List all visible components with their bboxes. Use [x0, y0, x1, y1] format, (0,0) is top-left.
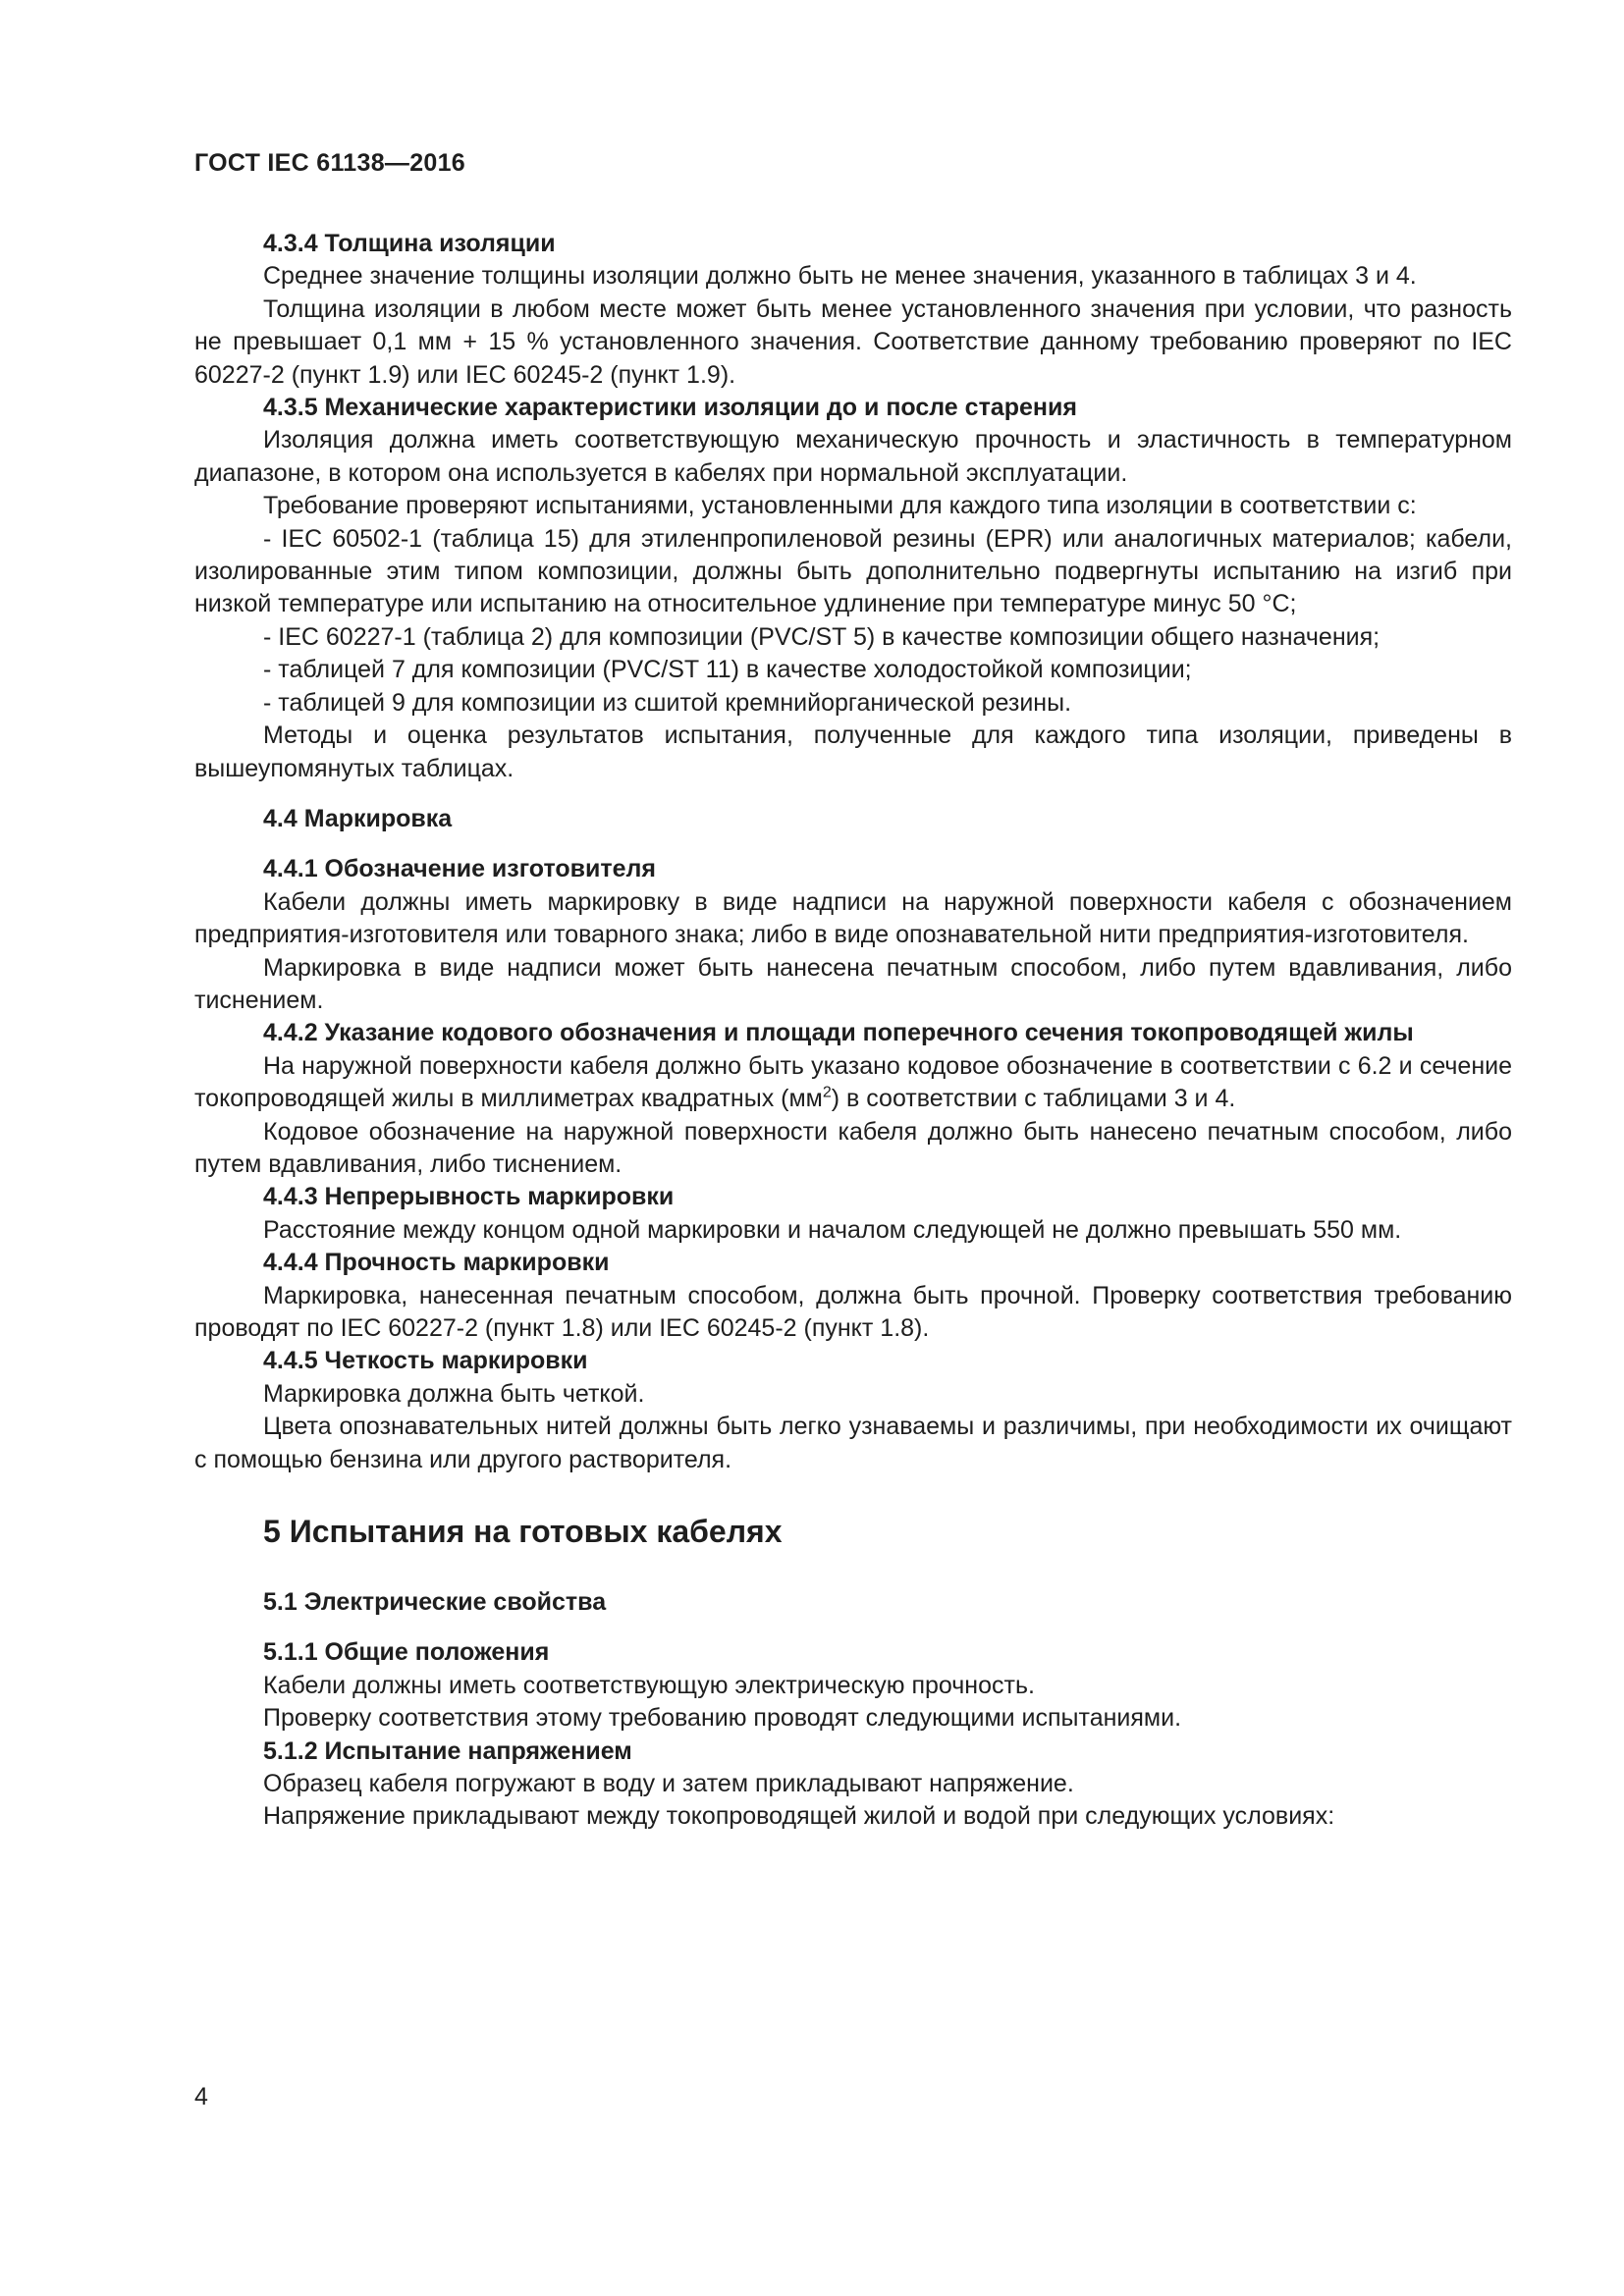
paragraph: Напряжение прикладывают между токопроводящей жилой и водой при следующих условиях: — [263, 1802, 1335, 1831]
paragraph-text: На наружной поверхности кабеля должно быть указано кодовое обозначение в соответствии с 6.2 и сечение токопроводящей жилы в миллиметрах квадратных (мм — [194, 1051, 1512, 1113]
paragraph: Образец кабеля погружают в воду и затем прикладывают напряжение. — [263, 1770, 1074, 1798]
paragraph — [194, 1050, 1512, 1116]
section-heading-5-1: 5.1 Электрические свойства — [263, 1588, 607, 1617]
list-item: - таблицей 9 для композиции из сшитой кремнийорганической резины. — [263, 688, 1072, 717]
list-item: - таблицей 7 для композиции (PVC/ST 11) в качестве холодостойкой композиции; — [263, 656, 1192, 684]
section-heading-4-4: 4.4 Маркировка — [263, 804, 453, 832]
paragraph: Толщина изоляции в любом месте может быть менее установленного значения при условии, что разность не превышает 0,1 мм + 15 % установленного значения. Соответствие данному требованию проверяют по IEC 60227-2 (пункт 1.9) или IEC 60245-2 (пункт 1.9). — [194, 294, 1512, 389]
section-heading-4-4-2: 4.4.2 Указание кодового обозначения и площади поперечного сечения токопроводящей жилы — [263, 1019, 1414, 1047]
section-heading-4-4-1: 4.4.1 Обозначение изготовителя — [263, 855, 656, 883]
section-heading-4-4-4: 4.4.4 Прочность маркировки — [263, 1249, 610, 1277]
superscript: 2 — [822, 1084, 832, 1101]
section-heading-4-3-5: 4.3.5 Механические характеристики изоляции до и после старения — [263, 394, 1077, 422]
paragraph: Среднее значение толщины изоляции должно быть не менее значения, указанного в таблицах 3 и 4. — [263, 262, 1417, 291]
paragraph: Маркировка должна быть четкой. — [263, 1379, 645, 1408]
paragraph: Методы и оценка результатов испытания, полученные для каждого типа изоляции, приведены в вышеупомянутых таблицах. — [194, 721, 1512, 782]
section-heading-5-1-1: 5.1.1 Общие положения — [263, 1638, 550, 1667]
list-item: - IEC 60227-1 (таблица 2) для композиции (PVC/ST 5) в качестве композиции общего назначения; — [263, 622, 1380, 651]
section-heading-5-1-2: 5.1.2 Испытание напряжением — [263, 1736, 632, 1765]
paragraph: Кабели должны иметь маркировку в виде надписи на наружной поверхности кабеля с обозначением предприятия-изготовителя или товарного знака; либо в виде опознавательной нити предприятия-изготовителя. — [194, 887, 1512, 949]
paragraph: Цвета опознавательных нитей должны быть легко узнаваемы и различимы, при необходимости их очищают с помощью бензина или другого растворителя. — [194, 1413, 1512, 1473]
paragraph-text: ) в соответствии с таблицами 3 и 4. — [831, 1085, 1236, 1113]
page-number: 4 — [194, 2083, 208, 2110]
paragraph: Кодовое обозначение на наружной поверхности кабеля должно быть нанесено печатным способом, либо путем вдавливания, либо тиснением. — [194, 1117, 1512, 1178]
section-heading-5: 5 Испытания на готовых кабелях — [263, 1514, 783, 1550]
paragraph: Маркировка, нанесенная печатным способом, должна быть прочной. Проверку соответствия требованию проводят по IEC 60227-2 (пункт 1.8) или IEC 60245-2 (пункт 1.8). — [194, 1281, 1512, 1342]
document-header: ГОСТ IEC 61138—2016 — [194, 149, 466, 177]
paragraph: Расстояние между концом одной маркировки и началом следующей не должно превышать 550 мм. — [263, 1215, 1402, 1244]
document-body — [194, 228, 1512, 1834]
section-heading-4-4-3: 4.4.3 Непрерывность маркировки — [263, 1183, 675, 1211]
section-heading-4-3-4: 4.3.4 Толщина изоляции — [263, 230, 556, 257]
paragraph: Маркировка в виде надписи может быть нанесена печатным способом, либо путем вдавливания, либо тиснением. — [194, 953, 1512, 1014]
paragraph: Кабели должны иметь соответствующую электрическую прочность. — [263, 1671, 1035, 1699]
paragraph: Проверку соответствия этому требованию проводят следующими испытаниями. — [263, 1704, 1182, 1733]
list-item: - IEC 60502-1 (таблица 15) для этиленпропиленовой резины (EPR) или аналогичных материалов; кабели, изолированные этим типом композиции, должны быть дополнительно подвергнуты испытанию на изгиб при низкой температуре или испытанию на относительное удлинение при температуре минус 50 °C; — [194, 524, 1512, 618]
paragraph: Изоляция должна иметь соответствующую механическую прочность и эластичность в температурном диапазоне, в котором она используется в кабелях при нормальной эксплуатации. — [194, 426, 1512, 487]
paragraph: Требование проверяют испытаниями, установленными для каждого типа изоляции в соответствии с: — [263, 492, 1417, 520]
section-heading-4-4-5: 4.4.5 Четкость маркировки — [263, 1347, 588, 1375]
